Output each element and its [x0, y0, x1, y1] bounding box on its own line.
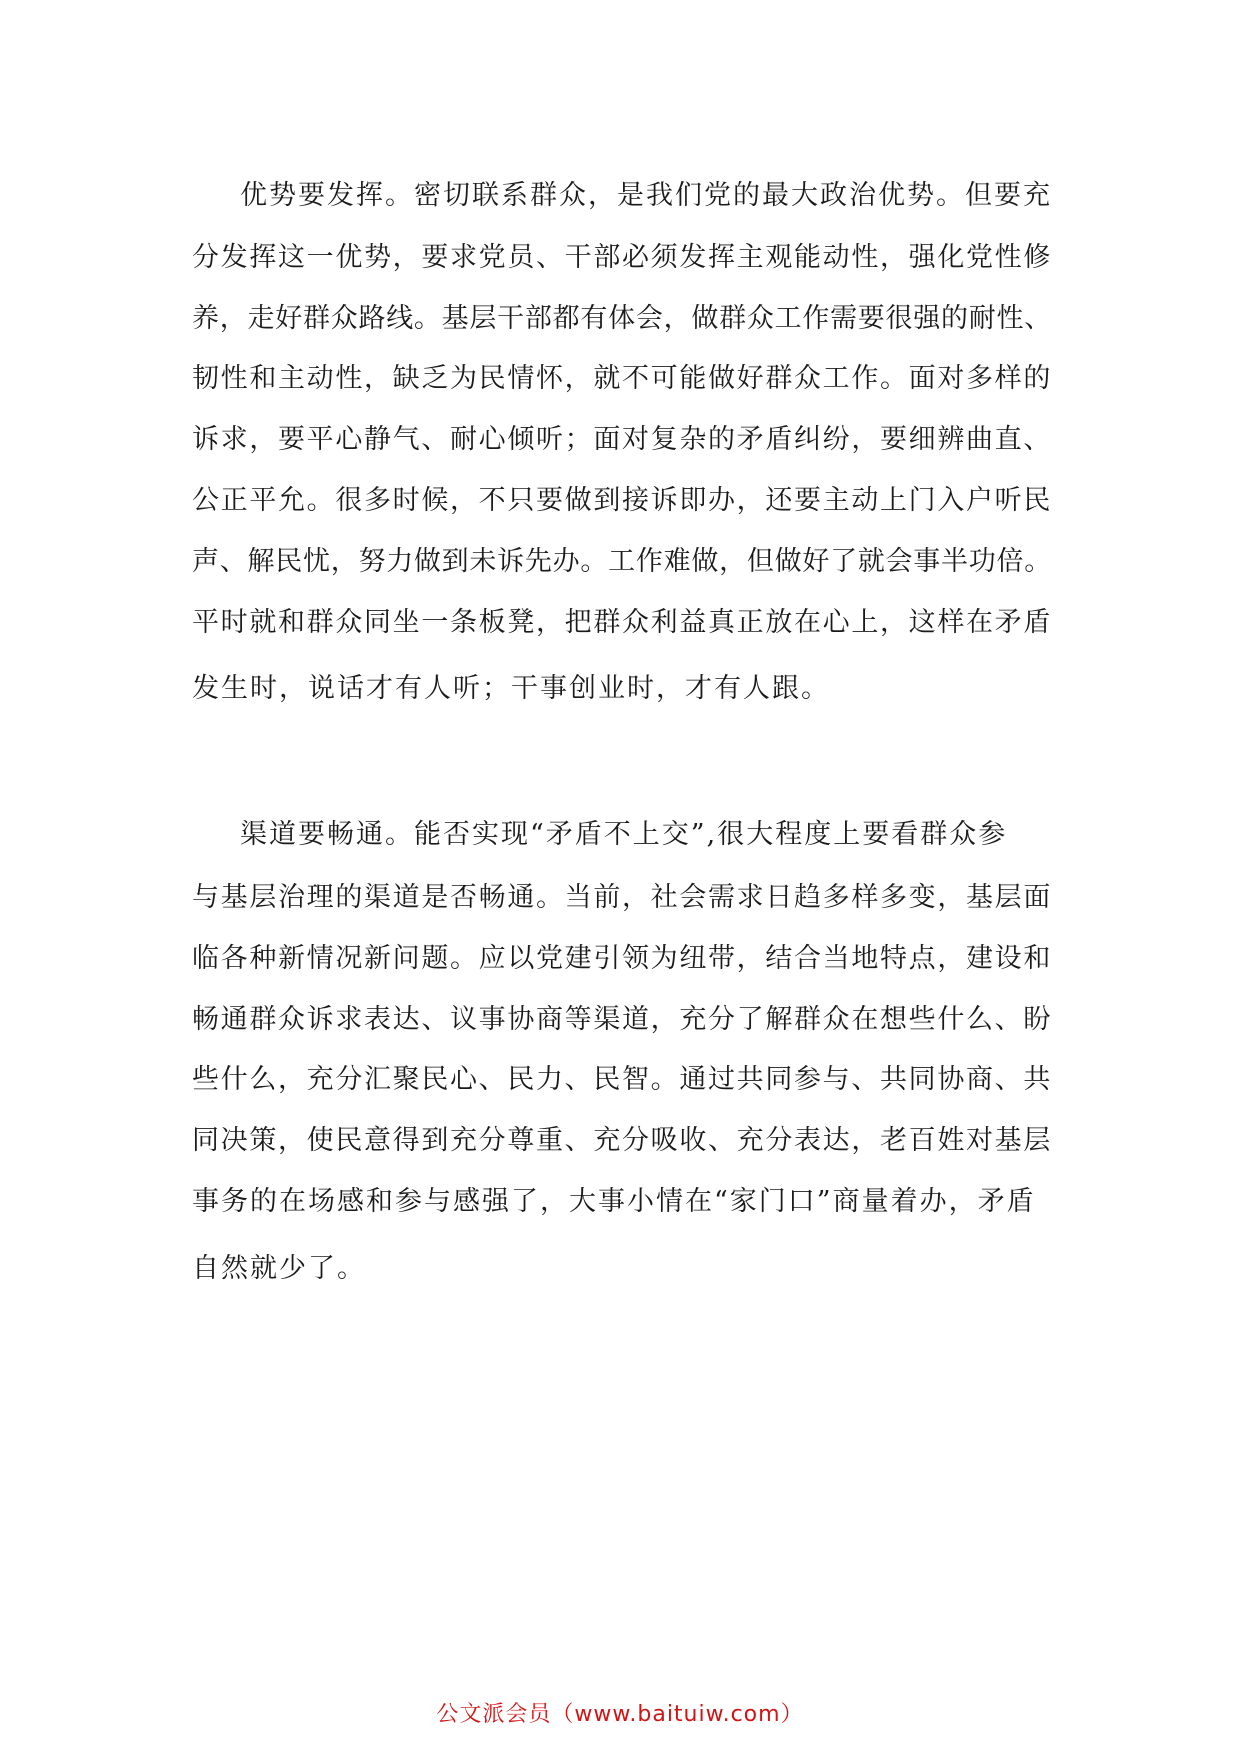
paragraph-line: 平时就和群众同坐一条板凳，把群众利益真正放在心上，这样在矛盾 [192, 607, 1052, 638]
paragraph-line: 渠道要畅通。能否实现“矛盾不上交”,很大程度上要看群众参 [240, 819, 1008, 850]
paragraph-line: 畅通群众诉求表达、议事协商等渠道，充分了解群众在想些什么、盼 [192, 1004, 1052, 1035]
footer-watermark: 公文派会员（www.baituiw.com） [436, 1702, 804, 1727]
paragraph-line: 发生时，说话才有人听；干事创业时，才有人跟。 [192, 673, 830, 704]
paragraph-line: 优势要发挥。密切联系群众，是我们党的最大政治优势。但要充 [240, 180, 1052, 211]
paragraph-line: 诉求，要平心静气、耐心倾听；面对复杂的矛盾纠纷，要细辨曲直、 [192, 424, 1052, 455]
paragraph-line: 事务的在场感和参与感强了，大事小情在“家门口”商量着办，矛盾 [192, 1186, 1036, 1217]
paragraph-line: 同决策，使民意得到充分尊重、充分吸收、充分表达，老百姓对基层 [192, 1125, 1052, 1156]
paragraph-line: 自然就少了。 [192, 1253, 366, 1284]
paragraph-line: 临各种新情况新问题。应以党建引领为纽带，结合当地特点，建设和 [192, 943, 1052, 974]
paragraph-line: 韧性和主动性，缺乏为民情怀，就不可能做好群众工作。面对多样的 [192, 363, 1052, 394]
paragraph-line: 公正平允。很多时候，不只要做到接诉即办，还要主动上门入户听民 [192, 485, 1052, 516]
paragraph-line: 与基层治理的渠道是否畅通。当前，社会需求日趋多样多变，基层面 [192, 882, 1052, 913]
paragraph-line: 声、解民忧，努力做到未诉先办。工作难做，但做好了就会事半功倍。 [192, 546, 1052, 577]
paragraph-line: 些什么，充分汇聚民心、民力、民智。通过共同参与、共同协商、共 [192, 1064, 1052, 1095]
paragraph-line: 养，走好群众路线。基层干部都有体会，做群众工作需要很强的耐性、 [192, 303, 1052, 334]
paragraph-line: 分发挥这一优势，要求党员、干部必须发挥主观能动性，强化党性修 [192, 242, 1052, 273]
